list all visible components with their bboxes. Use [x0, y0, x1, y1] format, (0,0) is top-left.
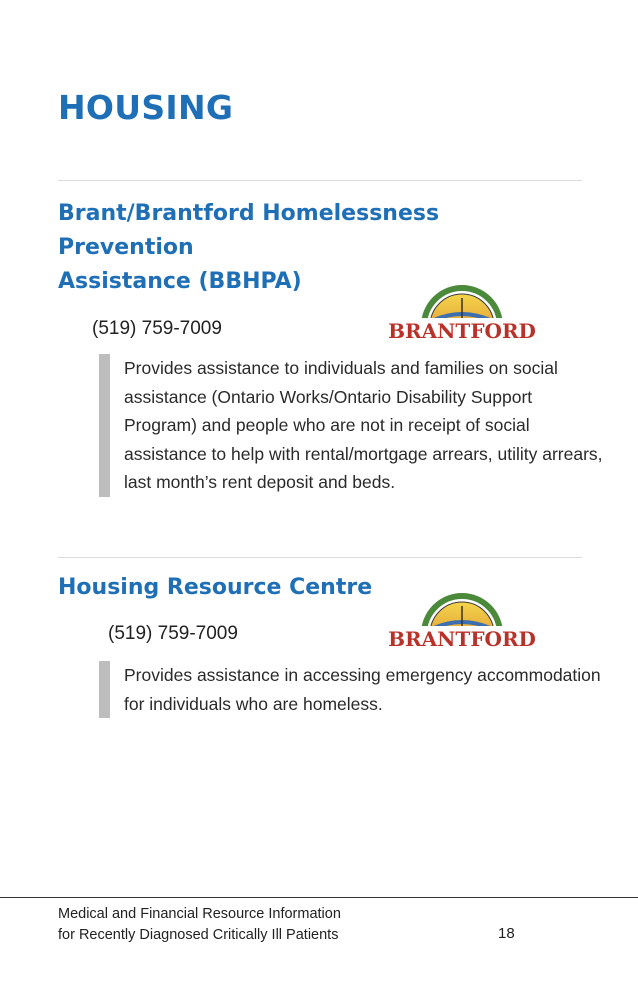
section-divider [58, 557, 582, 558]
section-title-line: Brant/Brantford Homelessness [58, 201, 440, 226]
footer-line-1: Medical and Financial Resource Information [58, 906, 341, 922]
brantford-logo-icon [388, 598, 536, 654]
section-title-line: Prevention [58, 235, 194, 260]
footer-text [58, 904, 341, 946]
logo-wordmark: BRANTFORD [388, 627, 536, 651]
section-title-housing-resource-centre [58, 571, 372, 605]
section-title-bbhpa [58, 197, 439, 299]
brantford-logo-icon [388, 290, 536, 346]
phone-number: (519) 759-7009 [92, 318, 222, 339]
logo-wordmark: BRANTFORD [388, 319, 536, 343]
phone-number: (519) 759-7009 [108, 623, 238, 644]
section-title-line: Assistance (BBHPA) [58, 269, 302, 294]
page-title: HOUSING [58, 88, 234, 127]
footer-line-2: for Recently Diagnosed Critically Ill Patients [58, 927, 339, 943]
service-description: Provides assistance in accessing emergency accommodation for individuals who are homeless. [99, 661, 604, 718]
service-description: Provides assistance to individuals and families on social assistance (Ontario Works/Ontario Disability Support Program) and people who are not in receipt of social assistance to help with rental/mortgage arrears, utility arrears, last month’s rent deposit and beds. [99, 354, 604, 497]
footer-rule [0, 897, 638, 898]
page-number: 18 [498, 925, 515, 942]
section-divider [58, 180, 582, 181]
section-title-line: Housing Resource Centre [58, 575, 373, 600]
